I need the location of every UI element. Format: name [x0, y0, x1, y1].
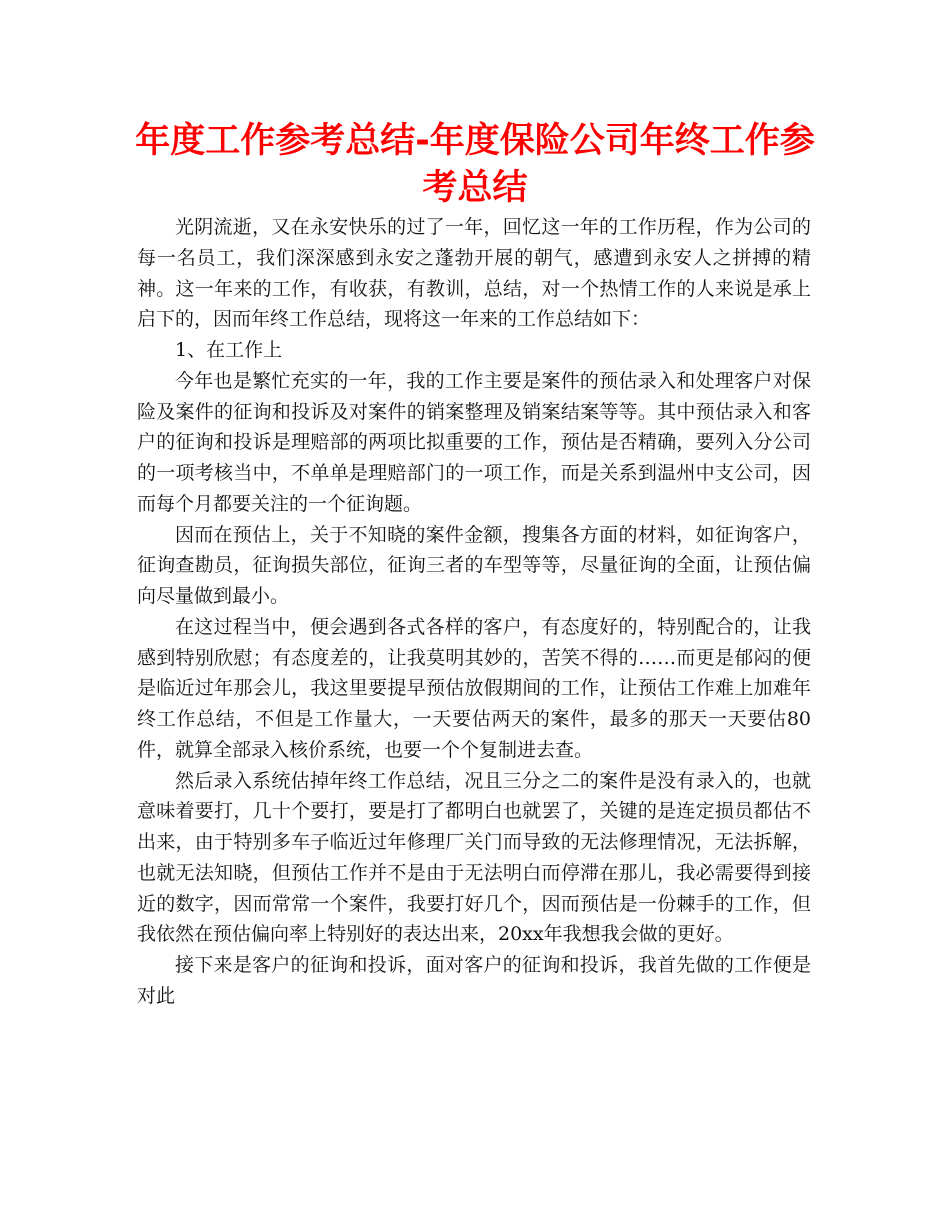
- paragraph: 今年也是繁忙充实的一年，我的工作主要是案件的预估录入和处理客户对保险及案件的征询和投诉及对案件的销案整理及销案结案等等。其中预估录入和客户的征询和投诉是理赔部的两项比拟重要的工作，预估是否精确，要列入分公司的一项考核当中，不单单是理赔部门的一项工作，而是关系到温州中支公司，因而每个月都要关注的一个征询题。: [137, 369, 811, 515]
- document-title: 年度工作参考总结-年度保险公司年终工作参考总结: [135, 121, 815, 208]
- paragraph: 在这过程当中，便会遇到各式各样的客户，有态度好的，特别配合的，让我感到特别欣慰；有态度差的，让我莫明其妙的，苦笑不得的……而更是郁闷的便是临近过年那会儿，我这里要提早预估放假期间的工作，让预估工作难上加难年终工作总结，不但是工作量大，一天要估两天的案件，最多的那天一天要估80件，就算全部录入核价系统，也要一个个复制进去查。: [137, 615, 811, 761]
- paragraph: 然后录入系统估掉年终工作总结，况且三分之二的案件是没有录入的，也就意味着要打，几十个要打，要是打了都明白也就罢了，关键的是连定损员都估不出来，由于特别多车子临近过年修理厂关门而导致的无法修理情况，无法拆解，也就无法知晓，但预估工作并不是由于无法明白而停滞在那儿，我必需要得到接近的数字，因而常常一个案件，我要打好几个，因而预估是一份棘手的工作，但我依然在预估偏向率上特别好的表达出来，20xx年我想我会做的更好。: [137, 769, 811, 946]
- section-heading: 1、在工作上: [175, 339, 283, 361]
- paragraph: 因而在预估上，关于不知晓的案件金额，搜集各方面的材料，如征询客户，征询查勘员，征询损失部位，征询三者的车型等等，尽量征询的全面，让预估偏向尽量做到最小。: [137, 523, 811, 607]
- paragraph: 光阴流逝，又在永安快乐的过了一年，回忆这一年的工作历程，作为公司的每一名员工，我们深深感到永安之蓬勃开展的朝气，感遭到永安人之拼搏的精神。这一年来的工作，有收获，有教训，总结，对一个热情工作的人来说是承上启下的，因而年终工作总结，现将这一年来的工作总结如下：: [137, 216, 811, 331]
- paragraph: 接下来是客户的征询和投诉，面对客户的征询和投诉，我首先做的工作便是对此: [137, 954, 811, 1007]
- document-body: [137, 212, 811, 1012]
